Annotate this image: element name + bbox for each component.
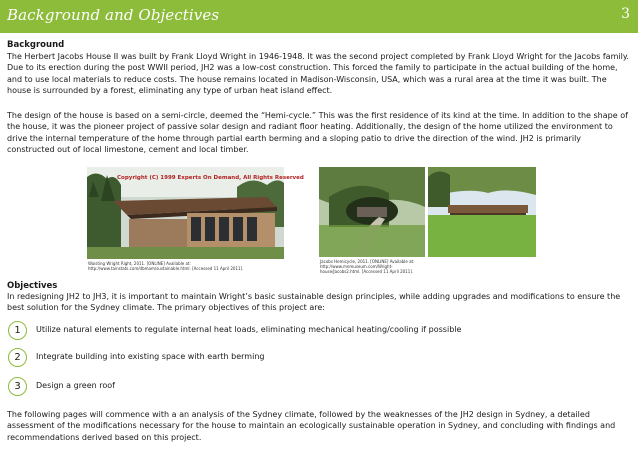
objective-text: Integrate building into existing space with earth berming [36,352,265,361]
background-paragraph-1: The Herbert Jacobs House II was built by Frank Lloyd Wright in 1946-1948. It was the second project completed by Frank Lloyd Wright for the Jacobs family. Due to its erection during the post WWII period, JH2 was a low-cost construction. This forced the family to participate in the actual building of the home, and to use local materials to reduce costs. The house remains located in Madison-Wisconsin, USA, which was a rural area at the time it was built. The house is surrounded by a forest, eliminating any type of urban heat island effect. [7,52,629,95]
objective-item-1 [8,321,628,341]
page-number: 3 [621,6,630,22]
objective-number-badge: 1 [8,321,27,340]
objectives-closing: The following pages will commence with a an analysis of the Sydney climate, followed by the weaknesses of the JH2 design in Sydney, a detailed assessment of the modifications necessary for the house to maintain an ecologically sustainable operation in Sydney, and concluding with findings and recommendations derived based on this project. [7,410,616,442]
objective-text: Utilize natural elements to regulate internal heat loads, eliminating mechanical heating/cooling if possible [36,325,462,334]
garden-photo-right-a [319,167,425,257]
objective-item-3 [8,377,628,397]
background-paragraph-2: The design of the house is based on a semi-circle, deemed the “Hemi-cycle.” This was the first residence of its kind at the time. In addition to the shape of the house, it was the pioneer project of passive solar design and radiant floor heating. Additionally, the design of the home utilized the environment to drive the internal temperature of the home through partial earth berming and a sloping patio to drive the direction of the wind. JH2 is primarily constructed out of local limestone, cement and local timber. [7,111,628,154]
objectives-intro: In redesigning JH2 to JH3, it is important to maintain Wright’s basic sustainable design principles, while adding upgrades and modifications to ensure the best solution for the Sydney climate. The primary objectives of this project are: [7,292,621,313]
garden-photo-right-b [428,167,536,257]
objective-text: Design a green roof [36,381,115,390]
photo-credit-right: Jacobs Hemicycle, 2011. [ONLINE] Available at: http://www.mnmuseum.com/Wright-house/Jacobs2.html. [Accessed 11 April 2011]. [320,259,415,274]
house-photo-left [87,167,304,259]
photo-watermark: Copyright (C) 1999 Experts On Demand, All Rights Reserved [117,175,304,181]
objective-item-2 [8,348,628,368]
page-title: Background and Objectives [7,6,220,24]
objective-number-badge: 2 [8,348,27,367]
photo-credit-left: Waisting Wright Right, 2011. [ONLINE] Available at: http://www.tainstats.com/dbmam/sustainable.html. [Accessed 11 April 2011]. [88,261,244,271]
objective-number-badge: 3 [8,377,27,396]
objectives-heading: Objectives [7,281,58,291]
background-heading: Background [7,40,65,50]
header-bar [0,0,638,33]
